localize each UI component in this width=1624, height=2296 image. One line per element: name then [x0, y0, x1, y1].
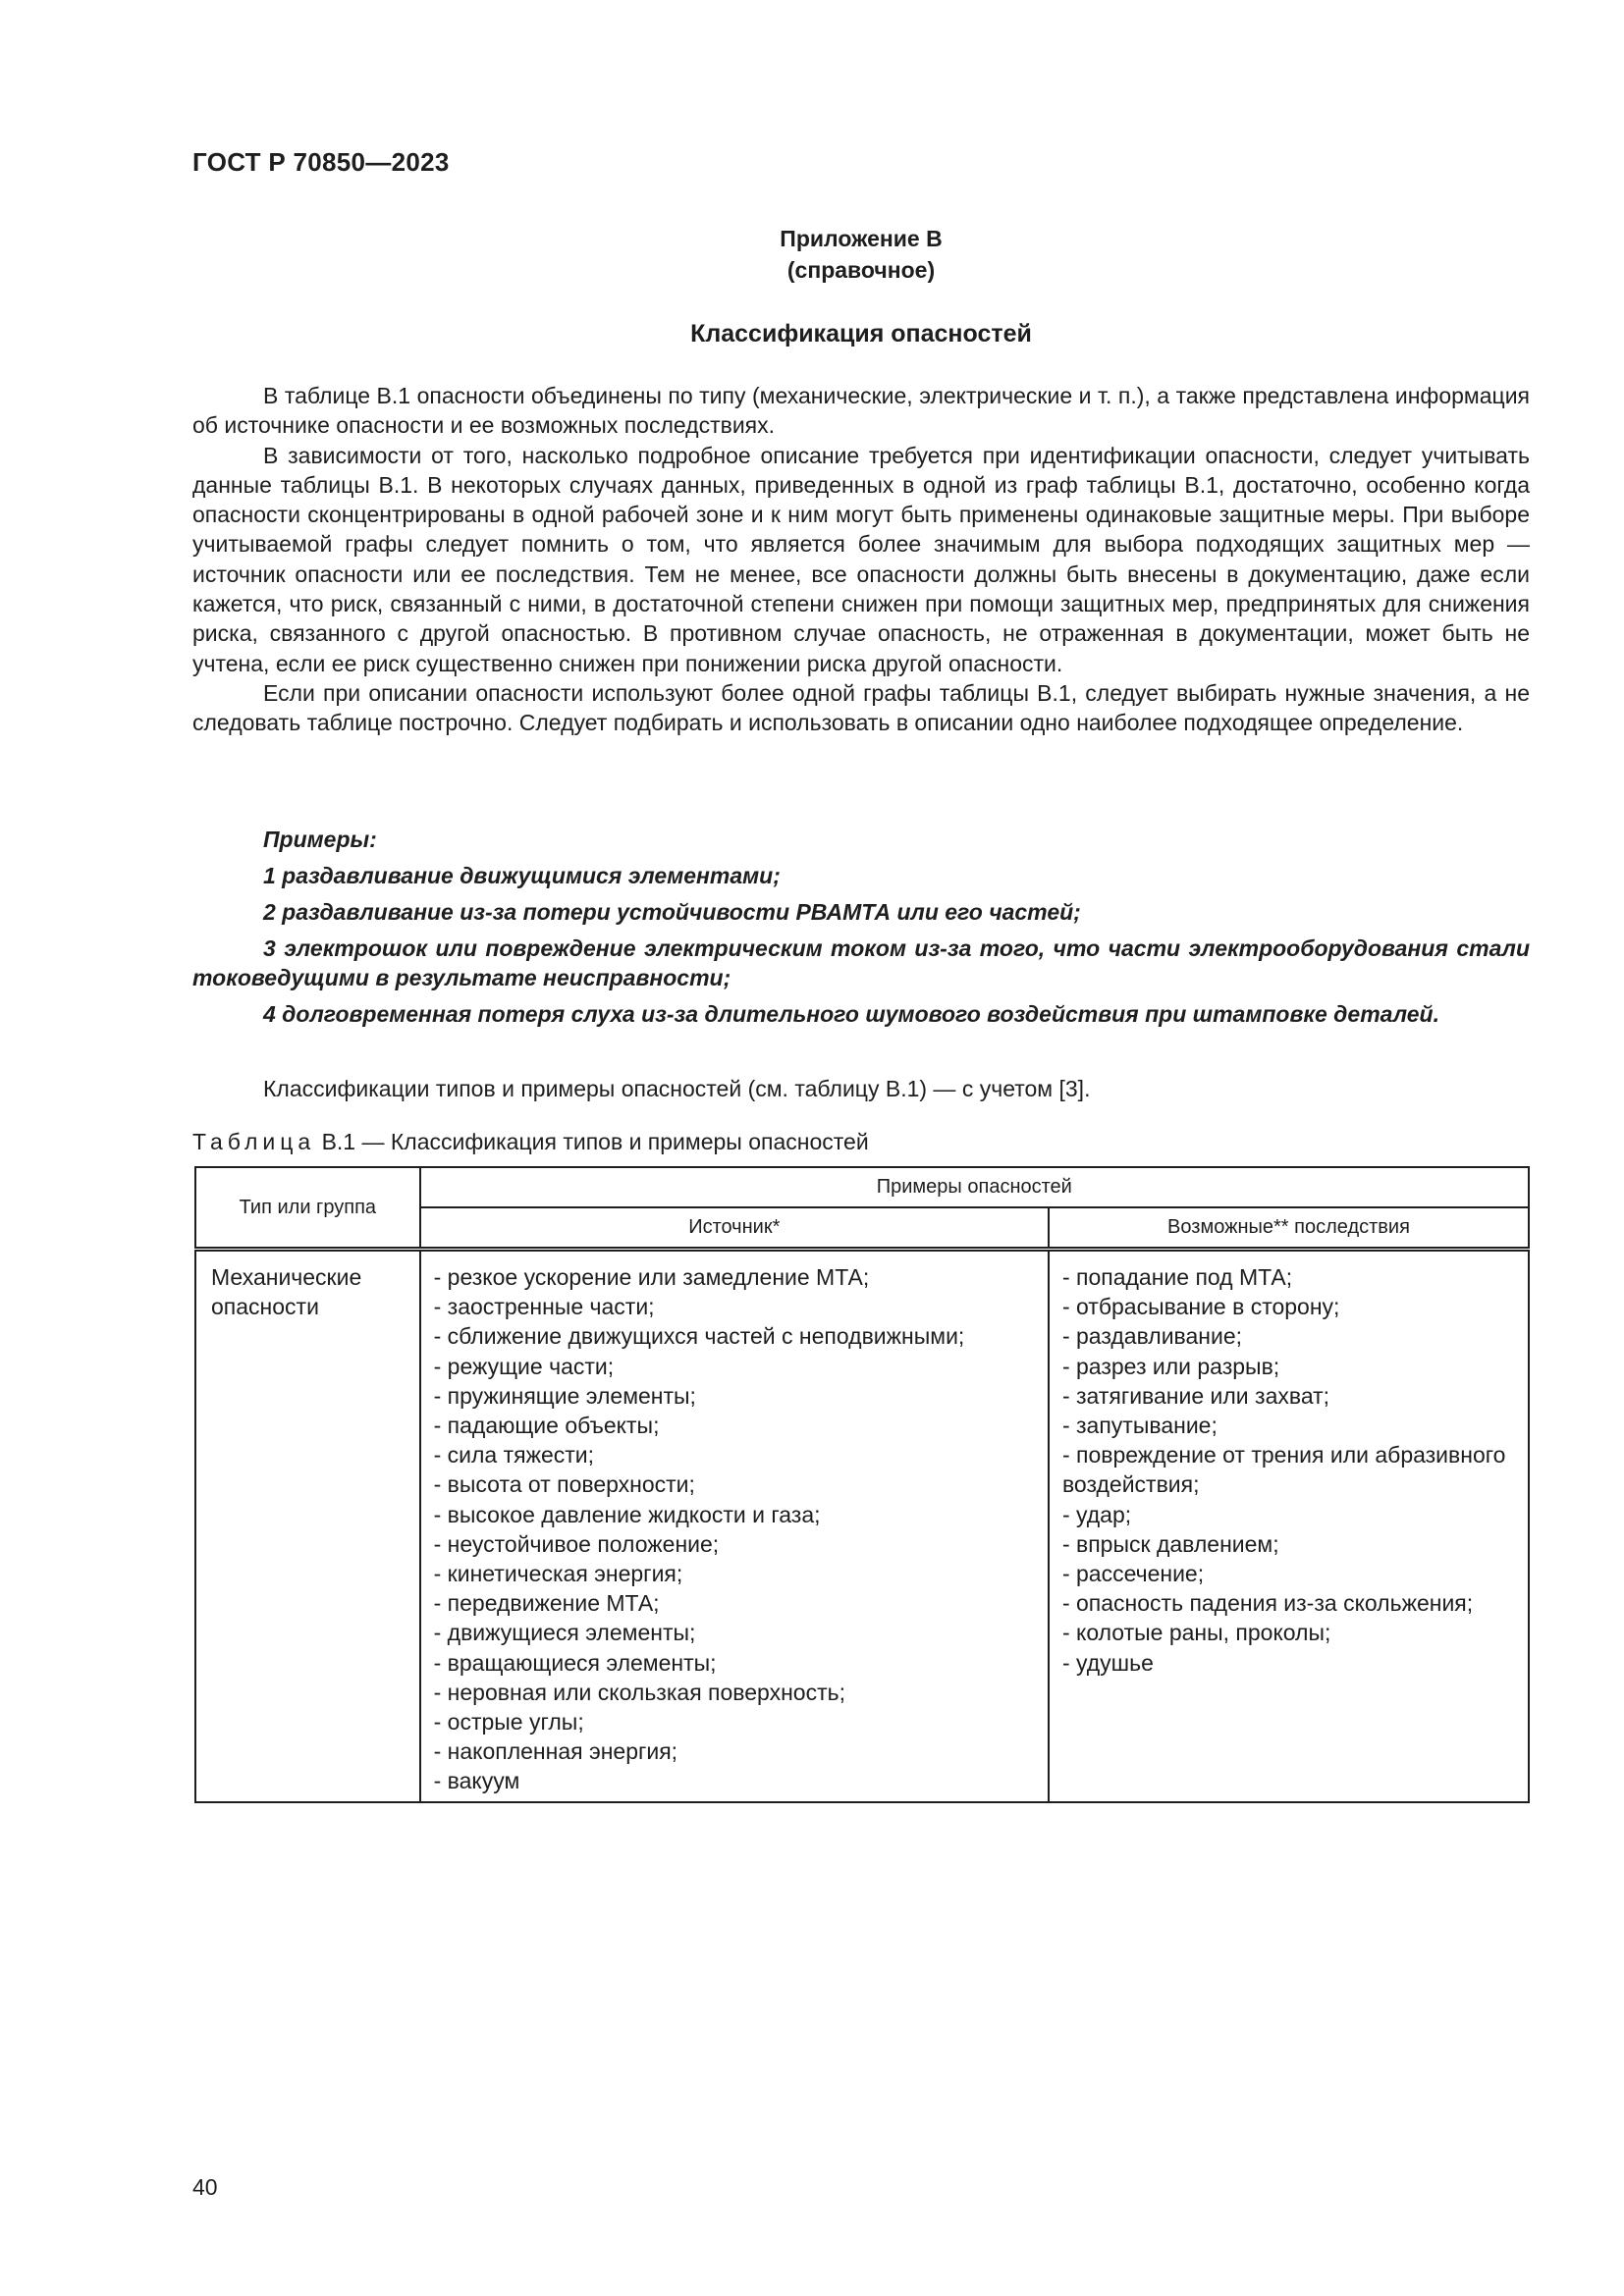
- example-item: 4 долговременная потеря слуха из-за длительного шумового воздействия при штамповке деталей.: [263, 1001, 1439, 1027]
- example-item: 1 раздавливание движущимися элементами;: [263, 863, 781, 888]
- examples-heading: Примеры:: [263, 827, 377, 852]
- example-item: 3 электрошок или повреждение электрическим током из-за того, что части электрооборудования стали токоведущими в результате неисправности;: [192, 935, 1530, 990]
- header-type-group: Тип или группа: [195, 1167, 420, 1250]
- list-item: - раздавливание;: [1061, 1323, 1243, 1350]
- appendix-subtitle: (справочное): [786, 257, 936, 283]
- list-item: - неровная или скользкая поверхность;: [433, 1679, 845, 1705]
- list-item: - вакуум: [433, 1768, 520, 1794]
- sources-list: [422, 1253, 1047, 1800]
- paragraph: В зависимости от того, насколько подробное описание требуется при идентификации опасности, следует учитывать данные таблицы В.1. В некоторых случаях данных, приведенных в одной из граф таблицы В.1, достаточно, особенно когда опасности сконцентрированы в одной рабочей зоне и к ним могут быть применены одинаковые защитные меры. При выборе учитываемой графы следует помнить о том, что является более значимым для выбора подходящих защитных мер — источник опасности или ее последствия. Тем не менее, все опасности должны быть внесены в документацию, даже если кажется, что риск, связанный с ними, в достаточной степени снижен при помощи защитных мер, предпринятых для снижения риска, связанного с другой опасностью. В противном случае опасность, не отраженная в документации, может быть не учтена, если ее риск существенно снижен при понижении риска другой опасности.: [192, 442, 1530, 676]
- list-item: - резкое ускорение или замедление МТА;: [433, 1264, 870, 1290]
- list-item: - падающие объекты;: [433, 1413, 660, 1439]
- header-consequences: Возможные** последствия: [1049, 1207, 1529, 1250]
- consequences-cell: [1049, 1250, 1529, 1802]
- paragraph: Если при описании опасности используют более одной графы таблицы В.1, следует выбирать нужные значения, а не следовать таблице построчно. Следует подбирать и использовать в описании одно наиболее подходящее определение.: [192, 679, 1530, 736]
- list-item: - движущиеся элементы;: [433, 1620, 696, 1646]
- paragraph: В таблице В.1 опасности объединены по типу (механические, электрические и т. п.), а также представлена информация об источнике опасности и ее возможных последствиях.: [192, 383, 1530, 439]
- classification-note: Классификации типов и примеры опасностей (см. таблицу В.1) — с учетом [3].: [263, 1076, 1091, 1101]
- hazards-table: [194, 1166, 1530, 1803]
- header-source: Источник*: [420, 1207, 1049, 1250]
- list-item: - режущие части;: [433, 1353, 615, 1379]
- list-item: - повреждение от трения или абразивного воздействия;: [1061, 1442, 1506, 1498]
- list-item: - сближение движущихся частей с неподвижными;: [433, 1323, 965, 1350]
- list-item: - затягивание или захват;: [1061, 1382, 1330, 1409]
- document-code: ГОСТ Р 70850—2023: [192, 147, 450, 177]
- table-caption-label: Таблица: [192, 1129, 316, 1154]
- list-item: - высокое давление жидкости и газа;: [433, 1501, 821, 1527]
- table-row: [195, 1250, 1529, 1802]
- list-item: - отбрасывание в сторону;: [1061, 1294, 1340, 1320]
- list-item: - пружинящие элементы;: [433, 1382, 696, 1409]
- list-item: - разрез или разрыв;: [1061, 1353, 1280, 1379]
- list-item: - заостренные части;: [433, 1294, 655, 1320]
- examples-block: [192, 825, 1530, 1036]
- list-item: - попадание под МТА;: [1061, 1264, 1293, 1290]
- type-label: Механические опасности: [211, 1264, 362, 1320]
- list-item: - впрыск давлением;: [1061, 1530, 1279, 1557]
- example-item: 2 раздавливание из-за потери устойчивости РВАМТА или его частей;: [263, 899, 1081, 925]
- list-item: - сила тяжести;: [433, 1442, 595, 1468]
- intro-text: [192, 381, 1530, 738]
- list-item: - накопленная энергия;: [433, 1738, 678, 1765]
- list-item: - колотые раны, проколы;: [1061, 1620, 1331, 1646]
- header-examples: Примеры опасностей: [420, 1167, 1529, 1207]
- list-item: - высота от поверхности;: [433, 1471, 695, 1498]
- table-caption-text: В.1 — Классификация типов и примеры опасностей: [321, 1129, 869, 1154]
- type-cell: [195, 1250, 420, 1802]
- list-item: - запутывание;: [1061, 1413, 1218, 1439]
- list-item: - опасность падения из-за скольжения;: [1061, 1590, 1474, 1617]
- list-item: - вращающиеся элементы;: [433, 1649, 717, 1676]
- appendix-title: Приложение В: [780, 226, 943, 251]
- page-number: 40: [192, 2174, 218, 2200]
- list-item: - кинетическая энергия;: [433, 1561, 683, 1587]
- list-item: - острые углы;: [433, 1709, 584, 1735]
- list-item: - рассечение;: [1061, 1561, 1205, 1587]
- source-cell: [420, 1250, 1049, 1802]
- list-item: - удар;: [1061, 1501, 1132, 1527]
- list-item: - передвижение МТА;: [433, 1590, 660, 1617]
- consequences-list: [1051, 1253, 1527, 1682]
- section-title: Классификация опасностей: [690, 320, 1032, 347]
- list-item: - удушье: [1061, 1649, 1154, 1676]
- table-caption: [192, 1129, 869, 1155]
- list-item: - неустойчивое положение;: [433, 1530, 720, 1557]
